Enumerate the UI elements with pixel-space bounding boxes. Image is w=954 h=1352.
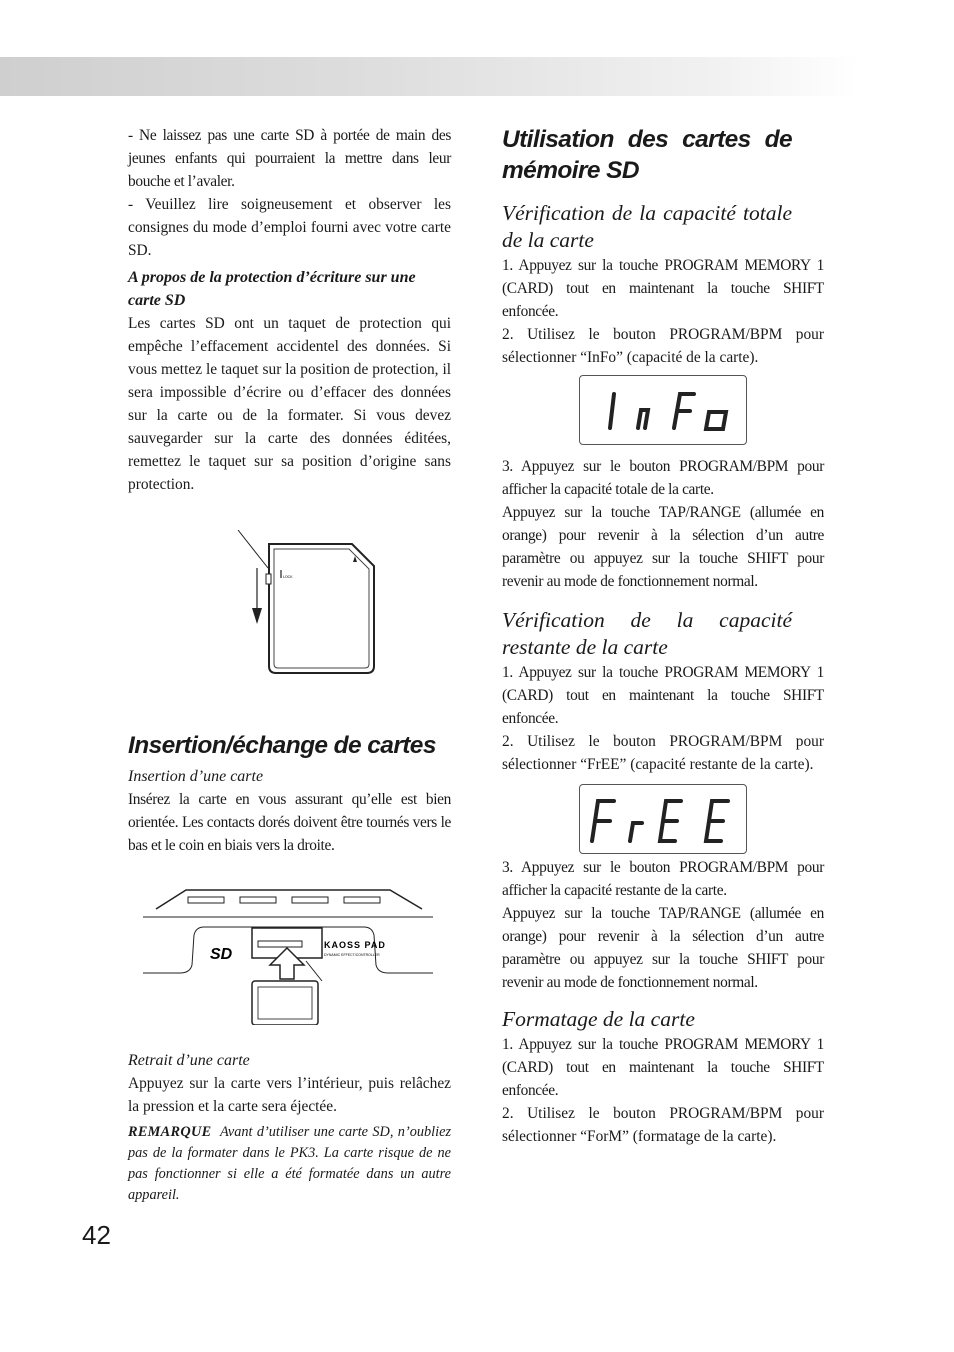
removal-heading: Retrait d’une carte	[128, 1052, 250, 1069]
remaining-return: Appuyez sur la touche TAP/RANGE (allumée en orange) pour revenir à la sélection d’un autre paramètre ou appuyez sur la touche SHIFT pour revenir au mode de fonctionnement normal.	[502, 905, 824, 991]
format-step-1: 1. Appuyez sur la touche PROGRAM MEMORY 1 (CARD) tout en maintenant la touche SHIFT enfoncée.	[502, 1036, 824, 1099]
remaining-step-3: 3. Appuyez sur le bouton PROGRAM/BPM pour afficher la capacité restante de la carte.	[502, 859, 824, 899]
note-paragraph	[128, 1122, 451, 1206]
remaining-step-2: 2. Utilisez le bouton PROGRAM/BPM pour sélectionner “FrEE” (capacité restante de la carte).	[502, 733, 824, 773]
format-heading: Formatage de la carte	[502, 1007, 695, 1031]
total-capacity-heading: Vérification de la capacité totale de la carte	[502, 201, 792, 252]
card-slot-figure	[128, 875, 451, 1025]
warning-manual: - Veuillez lire soigneusement et observer les consignes du mode d’emploi fourni avec votre carte SD.	[128, 196, 451, 259]
header-band	[0, 57, 954, 96]
remaining-step-1: 1. Appuyez sur la touche PROGRAM MEMORY 1 (CARD) tout en maintenant la touche SHIFT enfoncée.	[502, 664, 824, 727]
insertion-heading: Insertion d’une carte	[128, 768, 264, 785]
note-text: Avant d’utiliser une carte SD, n’oubliez pas de la formater dans le PK3. La carte risque de ne pas fonctionner si elle a été formatée dans un autre appareil.	[128, 1124, 452, 1203]
sd-card-figure	[128, 530, 451, 710]
protection-text: Les cartes SD ont un taquet de protection qui empêche l’effacement accidentel des données. Si vous mettez le taquet sur la position de protection, il sera impossible d’écrire ou d’effacer des données sur la carte ou de la formater. Si vous devez sauvegarder sur la carte des données éditées, remettez le taquet sur sa position d’origine sans protection.	[128, 315, 451, 493]
kaoss-pad-brand-sub: DYNAMIC EFFECT/CONTROLLER	[324, 953, 380, 957]
total-step-1: 1. Appuyez sur la touche PROGRAM MEMORY 1 (CARD) tout en maintenant la touche SHIFT enfoncée.	[502, 257, 824, 320]
total-step-3: 3. Appuyez sur le bouton PROGRAM/BPM pour afficher la capacité totale de la carte.	[502, 458, 824, 498]
format-step-2: 2. Utilisez le bouton PROGRAM/BPM pour sélectionner “ForM” (formatage de la carte).	[502, 1105, 824, 1145]
insertion-title: Insertion/échange de cartes	[128, 732, 436, 759]
sd-usage-title: Utilisation des cartes de mémoire SD	[502, 126, 792, 184]
insertion-text: Insérez la carte en vous assurant qu’elle est bien orientée. Les contacts dorés doivent être tournés vers le bas et le coin en biais vers la droite.	[128, 791, 451, 854]
warning-children: - Ne laissez pas une carte SD à portée de main des jeunes enfants qui pourraient la mettre dans leur bouche et l’avaler.	[128, 127, 451, 190]
left-column	[128, 124, 451, 1206]
lcd-display-free	[579, 784, 747, 854]
lock-label: LOCK	[283, 575, 293, 579]
note-label: REMARQUE	[128, 1124, 212, 1140]
sd-logo: SD	[210, 946, 233, 963]
lcd-display-info	[579, 375, 747, 445]
protection-heading: A propos de la protection d’écriture sur une carte SD	[128, 269, 416, 309]
total-return: Appuyez sur la touche TAP/RANGE (allumée en orange) pour revenir à la sélection d’un autre paramètre ou appuyez sur la touche SHIFT pour revenir au mode de fonctionnement normal.	[502, 504, 824, 590]
total-step-2: 2. Utilisez le bouton PROGRAM/BPM pour sélectionner “InFo” (capacité de la carte).	[502, 326, 824, 366]
page-number: 42	[82, 1220, 111, 1250]
removal-text: Appuyez sur la carte vers l’intérieur, puis relâchez la pression et la carte sera éjectée.	[128, 1075, 451, 1115]
remaining-capacity-heading: Vérification de la capacité restante de la carte	[502, 608, 792, 659]
right-column	[502, 124, 824, 1148]
kaoss-pad-brand: KAOSS PAD	[324, 940, 386, 950]
